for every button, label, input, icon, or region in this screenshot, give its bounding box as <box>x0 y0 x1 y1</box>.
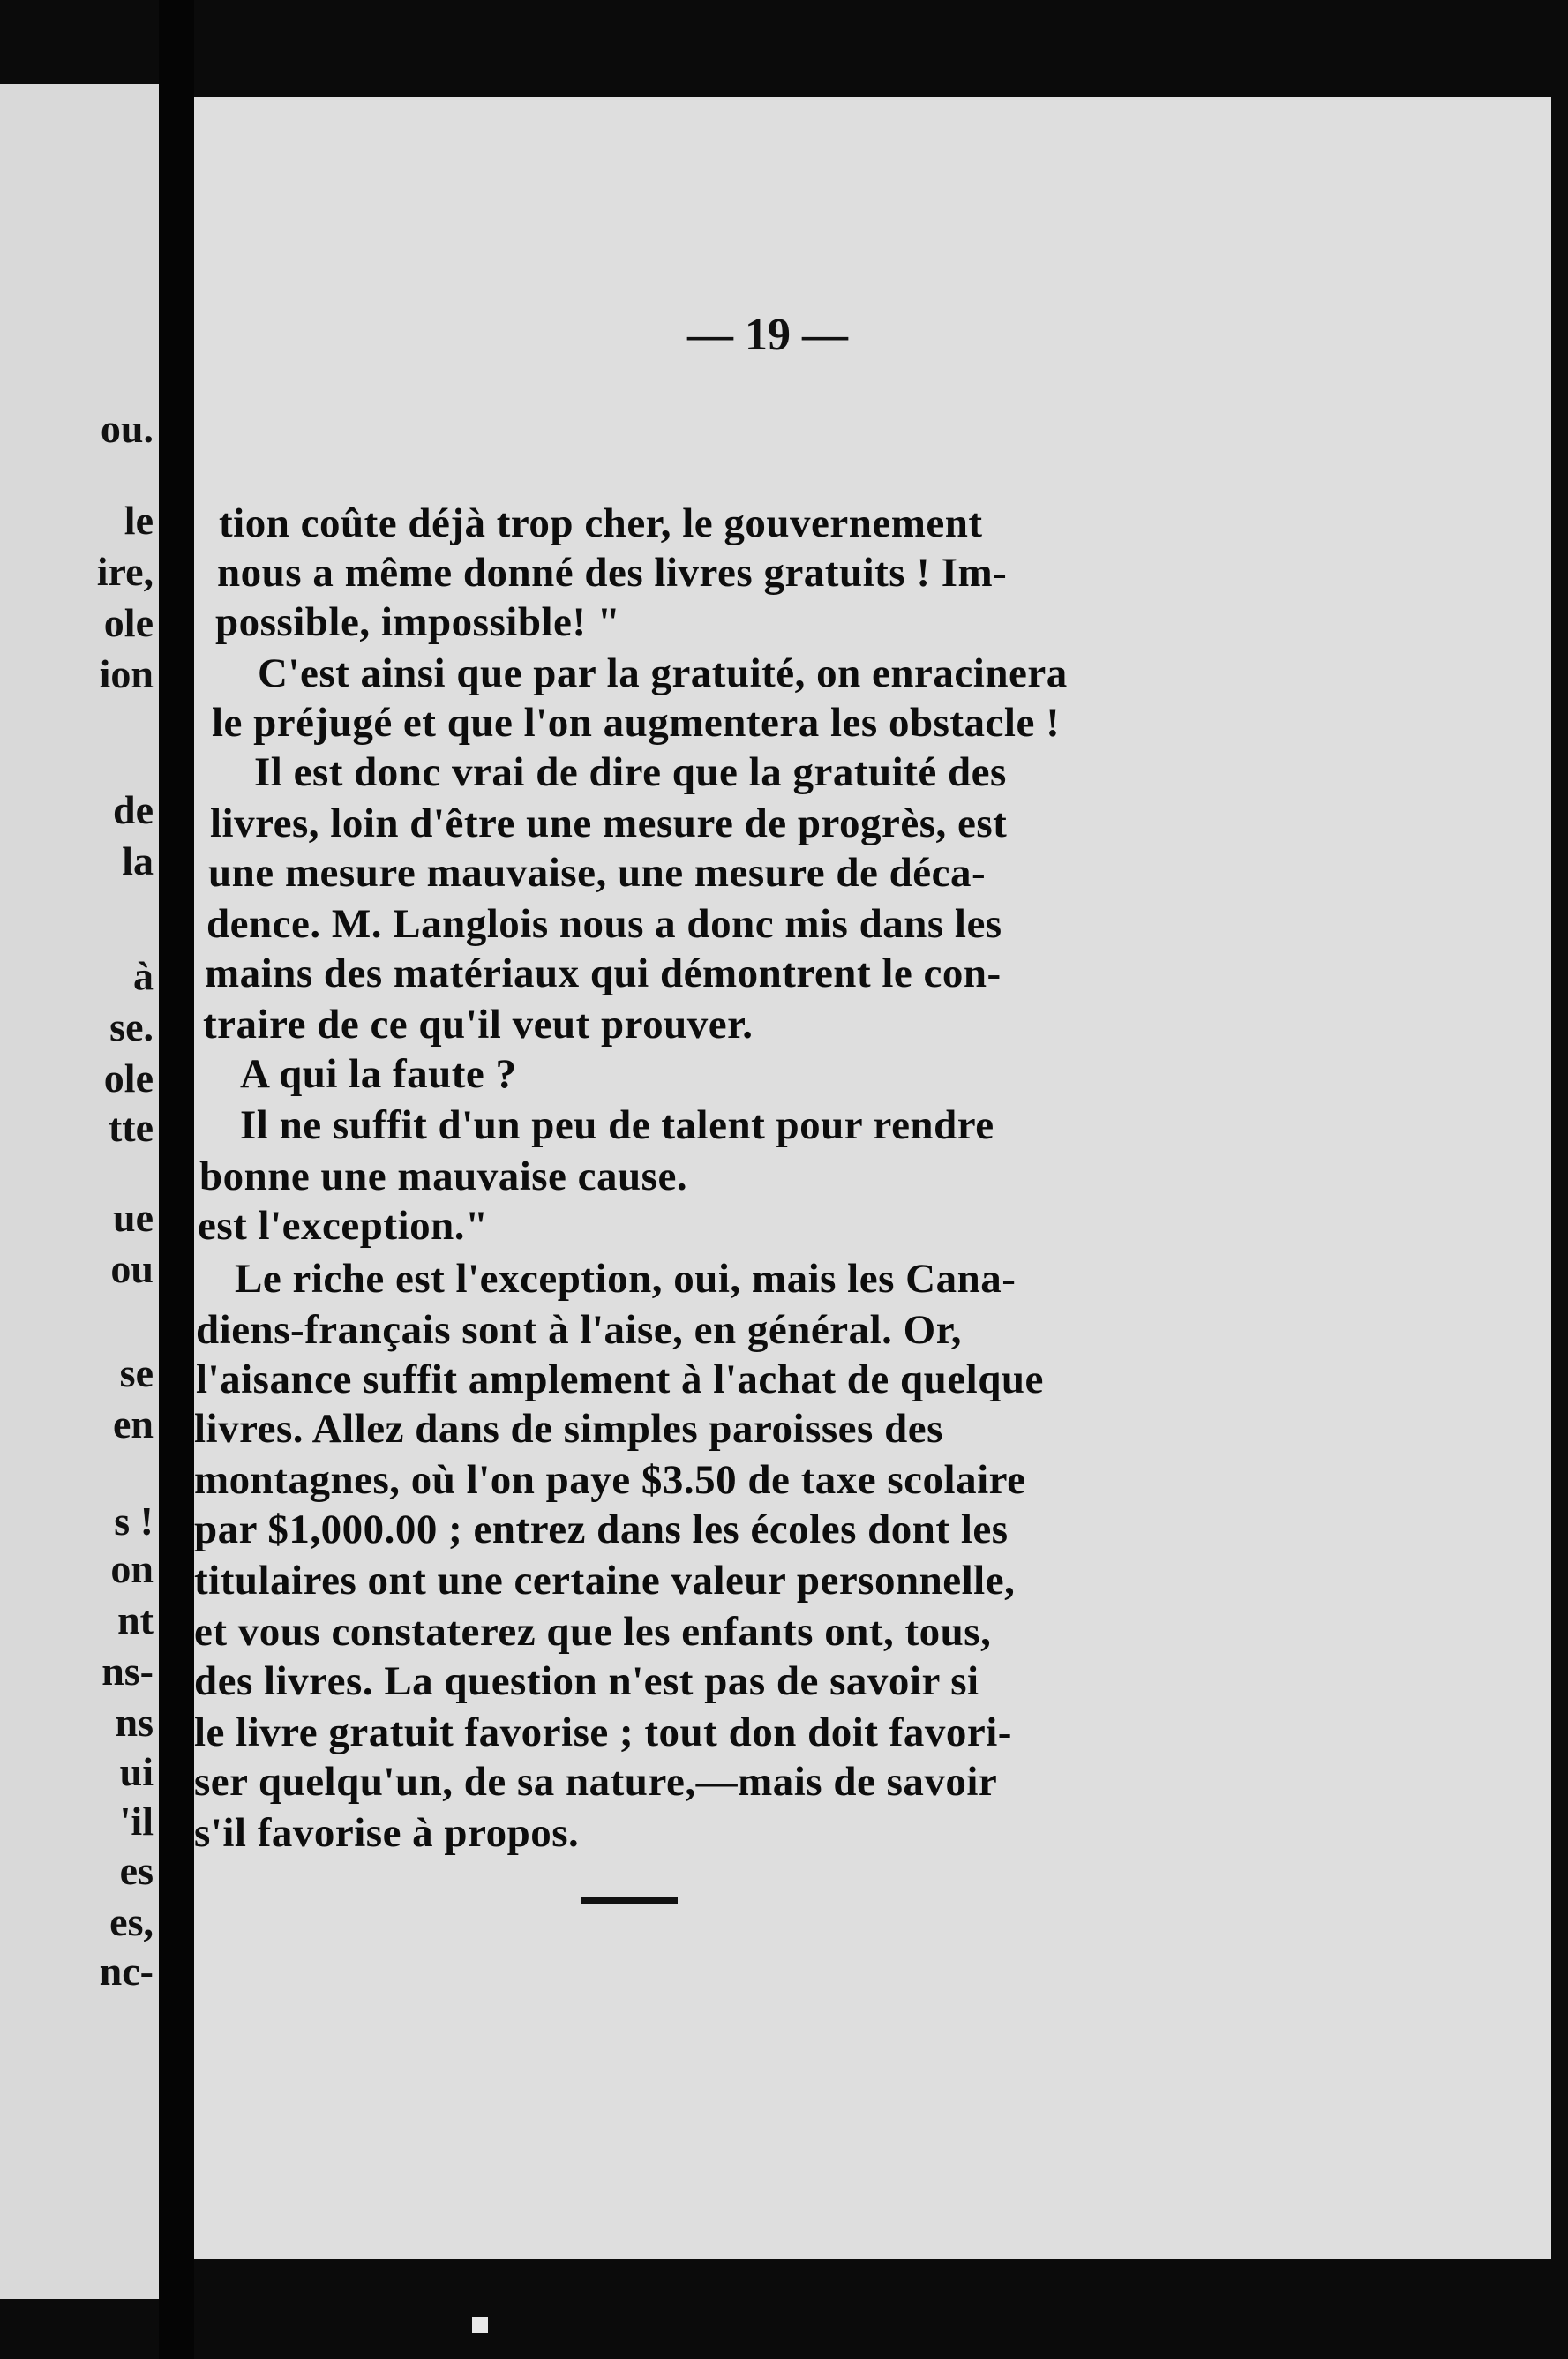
text-line: livres, loin d'être une mesure de progrès, est <box>210 800 1008 846</box>
left-fragment: en <box>113 1401 154 1446</box>
left-fragment: ns- <box>101 1649 154 1694</box>
left-fragment: tte <box>108 1105 154 1150</box>
text-line: ser quelqu'un, de sa nature,—mais de savoir <box>194 1759 998 1805</box>
text-line: livres. Allez dans de simples paroisses des <box>194 1406 943 1452</box>
text-line: Le riche est l'exception, oui, mais les Cana- <box>235 1256 1017 1302</box>
text-line: diens-français sont à l'aise, en général. Or, <box>196 1307 963 1353</box>
left-fragment: ue <box>113 1195 154 1240</box>
text-line: et vous constaterez que les enfants ont, tous, <box>194 1609 992 1655</box>
text-line: dence. M. Langlois nous a donc mis dans les <box>206 901 1002 947</box>
left-fragment: nc- <box>99 1949 154 1994</box>
left-fragment: ns <box>115 1700 154 1745</box>
text-line: Il est donc vrai de dire que la gratuité des <box>254 749 1007 795</box>
text-line: montagnes, où l'on paye $3.50 de taxe scolaire <box>194 1457 1026 1503</box>
left-fragment: de <box>113 787 154 832</box>
text-line: l'aisance suffit amplement à l'achat de quelque <box>196 1356 1044 1402</box>
left-fragment: 'il <box>119 1799 154 1844</box>
text-line: par $1,000.00 ; entrez dans les écoles dont les <box>194 1506 1009 1552</box>
text-line: Il ne suffit d'un peu de talent pour rendre <box>240 1102 994 1148</box>
left-fragment: le <box>124 498 154 543</box>
text-line: A qui la faute ? <box>240 1051 517 1097</box>
text-line: le livre gratuit favorise ; tout don doit favori- <box>194 1709 1012 1755</box>
left-fragment: es <box>119 1848 154 1893</box>
left-fragment: ole <box>103 1056 154 1101</box>
left-facing-page <box>0 84 159 2299</box>
left-fragment: nt <box>117 1597 154 1642</box>
left-fragment: ui <box>119 1749 154 1794</box>
section-divider-rule <box>581 1897 678 1904</box>
page-number: — 19 — <box>687 310 848 360</box>
text-line: traire de ce qu'il veut prouver. <box>203 1002 754 1048</box>
left-fragment: es, <box>109 1899 154 1944</box>
left-fragment: s ! <box>114 1499 154 1544</box>
film-speck <box>472 2317 488 2333</box>
text-line: tion coûte déjà trop cher, le gouvernement <box>219 500 983 546</box>
left-fragment: à <box>133 953 154 998</box>
text-line: est l'exception." <box>198 1203 489 1249</box>
left-fragment: ou. <box>100 406 154 451</box>
text-line: une mesure mauvaise, une mesure de déca- <box>208 850 987 896</box>
book-gutter <box>159 0 194 2359</box>
left-fragment: ou <box>110 1246 154 1291</box>
book-page <box>194 97 1551 2259</box>
text-line: mains des matériaux qui démontrent le con- <box>205 950 1002 996</box>
text-line: possible, impossible! " <box>215 599 621 645</box>
text-line: bonne une mauvaise cause. <box>199 1153 688 1199</box>
text-line: le préjugé et que l'on augmentera les obstacle ! <box>212 700 1061 746</box>
text-line: C'est ainsi que par la gratuité, on enracinera <box>258 650 1068 696</box>
left-fragment: ole <box>103 600 154 645</box>
left-fragment: se <box>119 1350 154 1395</box>
text-line: titulaires ont une certaine valeur personnelle, <box>194 1558 1016 1604</box>
text-line: nous a même donné des livres gratuits ! Im- <box>217 550 1008 596</box>
left-fragment: la <box>122 838 154 883</box>
left-fragment: se. <box>109 1004 154 1049</box>
left-fragment: ion <box>99 651 154 696</box>
left-fragment: on <box>110 1546 154 1591</box>
text-line: s'il favorise à propos. <box>194 1810 580 1856</box>
left-fragment: ire, <box>96 549 154 594</box>
text-line: des livres. La question n'est pas de savoir si <box>194 1658 979 1704</box>
